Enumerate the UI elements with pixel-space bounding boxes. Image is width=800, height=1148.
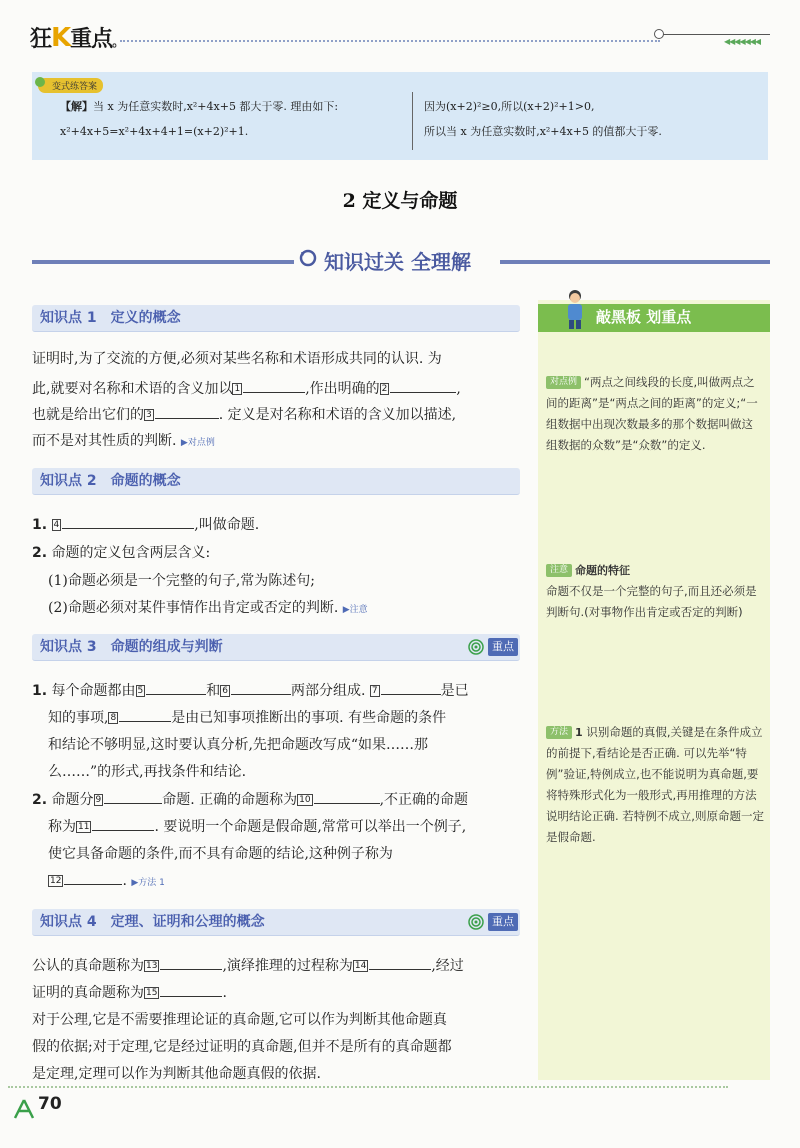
t2-sub-2 [48, 597, 368, 617]
t2-item-2 [32, 542, 210, 562]
fill-blank-13[interactable] [160, 955, 222, 970]
t3-line-c: 和结论不够明显,这时要认真分析,先把命题改写成“如果……那 [48, 737, 429, 753]
text-span: . [222, 985, 227, 1001]
fill-blank-4[interactable] [62, 514, 194, 529]
knowledge-point-3-bar [32, 634, 520, 661]
blank-number: 2 [381, 384, 388, 394]
blank-number: 3 [146, 410, 152, 420]
item-number: 2. [32, 792, 48, 808]
fill-blank-12[interactable] [64, 870, 122, 885]
banner-rule-left [32, 260, 294, 264]
section-title: 2 定义与命题 [342, 190, 458, 212]
text-span: 此,就要对名称和术语的含义加以 [32, 381, 233, 397]
t4-line-c: 对于公理,它是不需要推理论证的真命题,它可以作为判断其他命题真 [32, 1012, 447, 1028]
side-text: 识别命题的真假,关键是在条件成立的前提下,看结论是否正确. 可以先举“特例”验证,特例成立,也不能说明为真命题,要将特殊形式化为一般形式,再用推理的方法说明结论正确. 若特例不成立,则原命题一定是假命题. [546, 725, 764, 844]
side-note-3 [546, 722, 764, 848]
text-span: ,不正确的命题 [379, 792, 469, 808]
logo-text: 重点 [70, 27, 113, 52]
page-number: 70 [38, 1094, 62, 1114]
knowledge-point-1-bar [32, 305, 520, 332]
fill-blank-11[interactable] [92, 816, 154, 831]
fill-blank-7[interactable] [381, 680, 441, 695]
t1-line-a: 证明时,为了交流的方便,必须对某些名称和术语形成共同的认识. 为 [32, 351, 442, 367]
kp3-title: 命题的组成与判断 [110, 639, 223, 655]
t3-line-g: 使它具备命题的条件,而不具有命题的结论,这种例子称为 [48, 846, 393, 862]
item-number: 1. [32, 683, 48, 699]
text-span: 知的事项, [48, 710, 109, 726]
t3-line-b [48, 707, 446, 727]
side-panel-title: 敲黑板 划重点 [596, 308, 692, 326]
t1-line-b [32, 378, 461, 398]
side-tag-title: 1 [575, 726, 583, 739]
blank-number: 13 [146, 961, 158, 971]
text-span: 是由已知事项推断出的事项. 有些命题的条件 [171, 710, 447, 726]
text-span: 命题的定义包含两层含义: [51, 545, 211, 561]
header-rule [660, 34, 770, 35]
text-span: 公认的真命题称为 [32, 958, 144, 974]
side-note-2 [546, 560, 764, 623]
fill-blank-15[interactable] [160, 982, 222, 997]
t3-line-f [48, 816, 466, 836]
text-span: 证明的真命题称为 [32, 985, 144, 1001]
target-icon [468, 914, 484, 930]
blank-number: 12 [50, 876, 62, 886]
kp2-label: 知识点 2 [40, 473, 97, 489]
kp4-label: 知识点 4 [40, 914, 97, 930]
blank-number: 11 [78, 822, 90, 832]
blank-number: 14 [354, 961, 367, 971]
text-span: 两部分组成. [290, 683, 366, 699]
text-span: 每个命题都由 [51, 683, 136, 699]
text-span: 和 [206, 683, 221, 699]
t1-line-c [32, 404, 456, 424]
text-span: 是已 [440, 683, 469, 699]
text-span: 命题. 正确的命题称为 [162, 792, 298, 808]
text-span: ,叫做命题. [194, 517, 260, 533]
logo-dot: 。 [112, 35, 124, 49]
blank-number: 6 [222, 686, 228, 696]
side-note-1 [546, 372, 764, 456]
answer-tag: 变式练答案 [38, 78, 103, 93]
text-span: 称为 [48, 819, 76, 835]
side-tag: 对点例 [546, 376, 581, 389]
fill-blank-10[interactable] [314, 789, 380, 804]
teacher-icon [560, 288, 590, 330]
fill-blank-3[interactable] [155, 404, 219, 419]
answer-box [32, 72, 768, 160]
side-text: 命题不仅是一个完整的句子,而且还必须是判断句.(对事物作出肯定或否定的判断) [546, 584, 757, 619]
side-tag: 方法 [546, 726, 572, 739]
banner-title: 知识过关 全理解 [324, 250, 471, 274]
answer-divider [412, 92, 413, 150]
item-number: 2. [32, 545, 48, 561]
t3-line-e [32, 789, 468, 809]
t4-line-a [32, 955, 464, 975]
t1-line-d [32, 430, 215, 450]
t3-line-h [48, 870, 165, 889]
blank-number: 4 [53, 520, 60, 530]
answer-tag-icon [35, 77, 45, 87]
t3-line-a [32, 680, 469, 700]
key-point-badge: 重点 [488, 913, 518, 931]
answer-text: 当 x 为任意实数时,x²+4x+5 都大于零. 理由如下: [93, 100, 339, 113]
blank-number: 5 [137, 686, 144, 696]
t3-line-d: 么……”的形式,再找条件和结论. [48, 764, 247, 780]
answer-right-2: 所以当 x 为任意实数时,x²+4x+5 的值都大于零. [424, 125, 662, 138]
header-arrows-icon: ◀◀◀◀◀◀◀ [724, 37, 761, 46]
text-span: , [456, 381, 461, 397]
fill-blank-1[interactable] [243, 378, 305, 393]
item-number: 1. [32, 517, 48, 533]
text-span: 也就是给出它们的 [32, 407, 144, 423]
header-circle-icon [654, 29, 664, 39]
target-icon [468, 639, 484, 655]
text-span: (2)命题必须对某件事情作出肯定或否定的判断. [48, 600, 339, 616]
side-text: “两点之间线段的长度,叫做两点之间的距离”是“两点之间的距离”的定义;“一组数据中出现次数最多的那个数据叫做这组数据的众数”是“众数”的定义. [546, 375, 758, 452]
blank-number: 9 [95, 795, 102, 805]
compass-icon [12, 1098, 36, 1120]
t2-item-1 [32, 514, 259, 534]
banner-rule-right [500, 260, 770, 264]
text-span: . 要说明一个命题是假命题,常常可以举出一个例子, [154, 819, 467, 835]
key-point-badge: 重点 [488, 638, 518, 656]
blank-number: 10 [299, 795, 311, 805]
kp4-title: 定理、证明和公理的概念 [110, 914, 265, 930]
ref-link[interactable]: ▶注意 [342, 605, 368, 615]
answer-right-1: 因为(x+2)²≥0,所以(x+2)²+1>0, [424, 100, 595, 113]
kp1-title: 定义的概念 [110, 310, 181, 326]
blank-number: 15 [146, 988, 158, 998]
kp2-title: 命题的概念 [110, 473, 181, 489]
fill-blank-14[interactable] [369, 955, 431, 970]
kp3-label: 知识点 3 [40, 639, 97, 655]
fill-blank-8[interactable] [119, 707, 171, 722]
logo-k: K [51, 23, 71, 53]
knowledge-point-2-bar [32, 468, 520, 495]
fill-blank-2[interactable] [390, 378, 456, 393]
t4-line-b [32, 982, 227, 1002]
text-span: . [122, 873, 127, 889]
fill-blank-5[interactable] [146, 680, 206, 695]
footer-dotted-rule [8, 1086, 728, 1088]
blank-number: 8 [110, 713, 117, 723]
kp1-label: 知识点 1 [40, 310, 97, 326]
text-span: 命题分 [51, 792, 94, 808]
answer-line-2: x²+4x+5=x²+4x+4+1=(x+2)²+1. [60, 125, 249, 138]
refresh-icon [298, 248, 318, 268]
t4-line-d: 假的依据;对于定理,它是经过证明的真命题,但并不是所有的真命题都 [32, 1039, 452, 1055]
text-span: ,演绎推理的过程称为 [222, 958, 353, 974]
brand-logo [30, 22, 123, 53]
side-tag: 注意 [546, 564, 572, 577]
ref-link[interactable]: ▶对点例 [180, 438, 215, 448]
t2-sub-1: (1)命题必须是一个完整的句子,常为陈述句; [48, 573, 315, 589]
fill-blank-6[interactable] [231, 680, 291, 695]
logo-char: 狂 [30, 27, 52, 52]
t4-line-e: 是定理,定理可以作为判断其他命题真假的依据. [32, 1066, 321, 1082]
text-span: ,经过 [431, 958, 464, 974]
fill-blank-9[interactable] [104, 789, 162, 804]
answer-line-1 [60, 99, 338, 115]
blank-number: 7 [371, 686, 378, 696]
answer-label: 【解】 [60, 100, 93, 113]
text-span: ,作出明确的 [305, 381, 380, 397]
blank-number: 1 [234, 384, 241, 394]
ref-link[interactable]: ▶方法 1 [131, 878, 165, 888]
knowledge-point-4-bar [32, 909, 520, 936]
text-span: 而不是对其性质的判断. [32, 433, 177, 449]
side-tag-title: 命题的特征 [575, 564, 631, 577]
text-span: . 定义是对名称和术语的含义加以描述, [218, 407, 457, 423]
header-dotted-rule [120, 40, 660, 42]
